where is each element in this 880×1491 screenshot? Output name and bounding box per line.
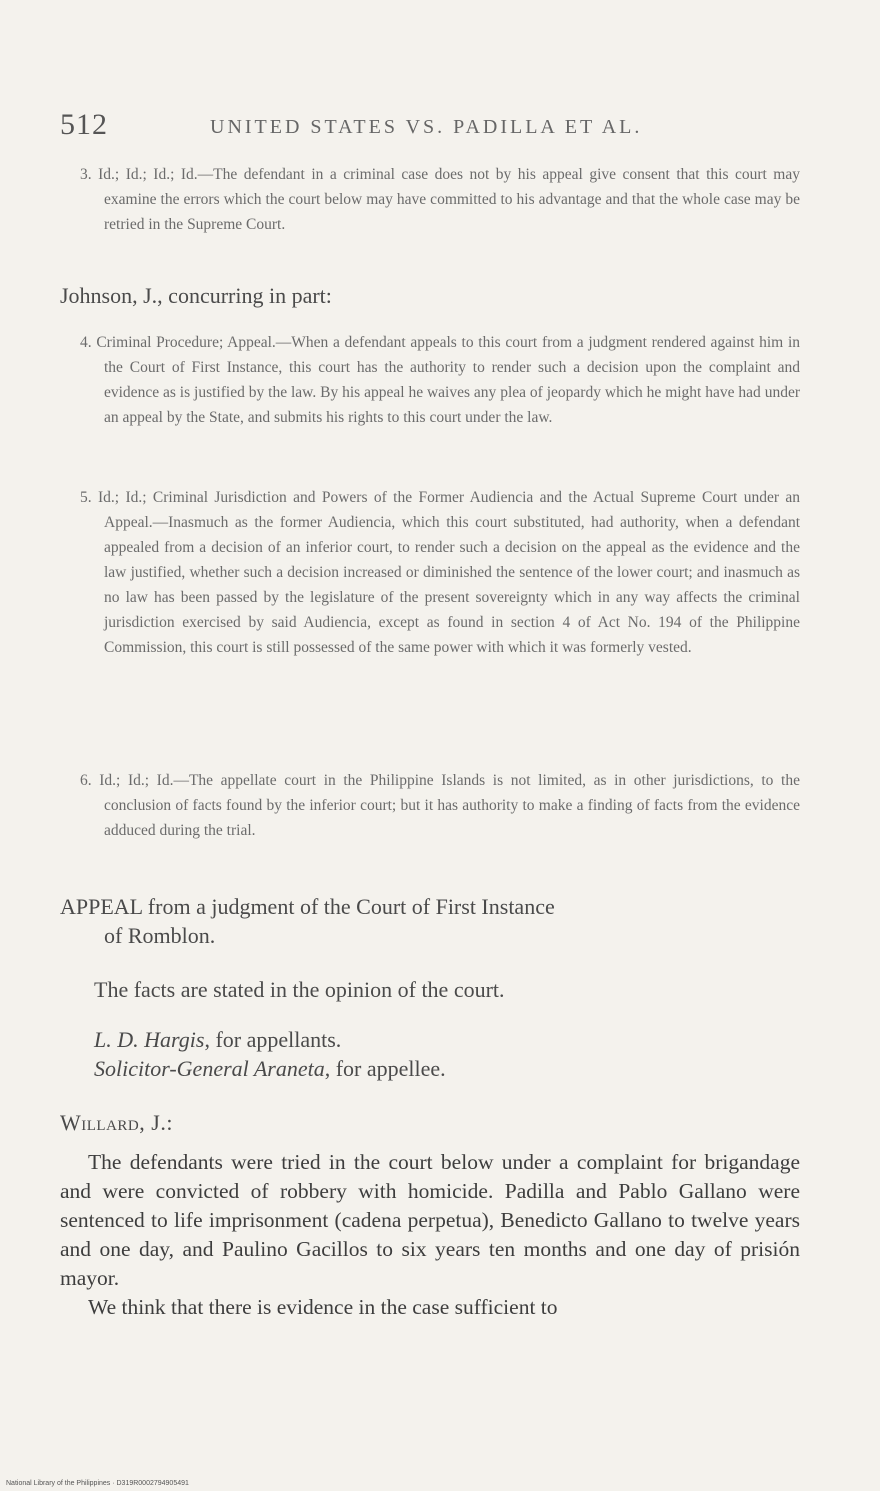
opinion-paragraph-2: We think that there is evidence in the case sufficient to — [88, 1295, 558, 1319]
concurring-heading: Johnson, J., concurring in part: — [60, 283, 332, 308]
headnote-6: 6. Id.; Id.; Id.—The appellate court in the Philippine Islands is not limited, as in other jurisdictions, to the conclusion of facts found by the inferior court; but it has authority to make a finding of facts from the evidence adduced during the trial. — [80, 772, 800, 839]
appeal-statement — [60, 892, 800, 950]
opinion-body — [60, 1148, 800, 1322]
appellee-counsel-name: Solicitor-General Araneta — [94, 1056, 325, 1081]
appellants-counsel-role: , for appellants. — [204, 1027, 342, 1052]
counsel-appellants — [94, 1025, 800, 1054]
headnote-5: 5. Id.; Id.; Criminal Jurisdiction and Powers of the Former Audiencia and the Actual Supreme Court under an Appeal.—Inasmuch as the former Audiencia, which this court substituted, had authority, when a defendant appealed from a decision of an inferior court, to render such a decision on the appeal as the evidence and the law justified, whether such a decision increased or diminished the sentence of the lower court; and inasmuch as no law has been passed by the legislature of the present sovereignty which in any way affects the criminal jurisdiction exercised by said Audiencia, except as found in section 4 of Act No. 194 of the Philippine Commission, this court is still possessed of the same power with which it was formerly vested. — [80, 489, 800, 656]
appeal-line-1: APPEAL from a judgment of the Court of First Instance — [60, 894, 555, 919]
facts-statement: The facts are stated in the opinion of the court. — [94, 977, 505, 1002]
page-header — [60, 108, 800, 148]
appellants-counsel-name: L. D. Hargis — [94, 1027, 205, 1052]
counsel-block — [60, 1025, 800, 1083]
headnote-3: 3. Id.; Id.; Id.; Id.—The defendant in a criminal case does not by his appeal give consent that this court may examine the errors which the court below may have committed to his advantage and that the whole case may be retried in the Supreme Court. — [80, 166, 800, 233]
opinion-author: Willard, J.: — [60, 1110, 173, 1135]
page-number: 512 — [60, 108, 108, 141]
counsel-appellee — [94, 1054, 800, 1083]
scan-footer: National Library of the Philippines · D319R0002794905491 — [6, 1480, 189, 1487]
headnote-4: 4. Criminal Procedure; Appeal.—When a defendant appeals to this court from a judgment rendered against him in the Court of First Instance, this court has the authority to render such a decision upon the complaint and evidence as is justified by the law. By his appeal he waives any plea of jeopardy which he might have had under an appeal by the State, and submits his rights to this court under the law. — [80, 334, 800, 426]
appeal-line-2: of Romblon. — [104, 923, 216, 948]
running-head: UNITED STATES VS. PADILLA ET AL. — [210, 116, 643, 138]
opinion-paragraph-1: The defendants were tried in the court below under a complaint for brigandage and were convicted of robbery with homicide. Padilla and Pablo Gallano were sentenced to life imprisonment (cadena perpetua), Benedicto Gallano to twelve years and one day, and Paulino Gacillos to six years ten months and one day of prisión mayor. — [60, 1150, 800, 1290]
appellee-counsel-role: , for appellee. — [324, 1056, 446, 1081]
